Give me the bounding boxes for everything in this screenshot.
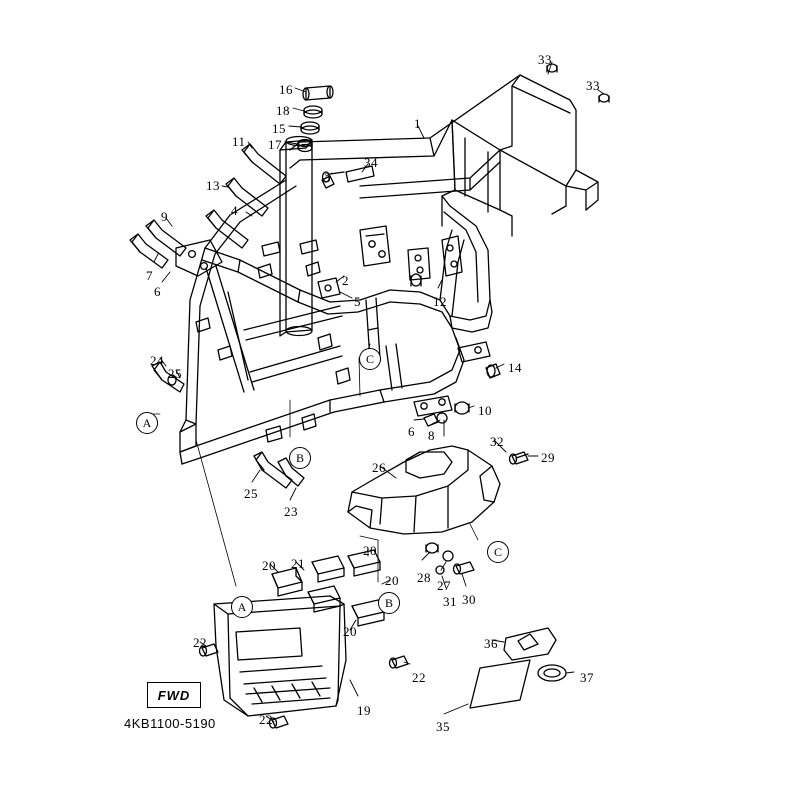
callout-9: 9 [161,209,168,224]
callout-26: 26 [372,460,386,475]
callout-7: 7 [146,268,153,283]
reference-circle-b-1: B [289,447,311,469]
callout-14: 14 [508,360,522,375]
diagram-part-number: 4KB1100-5190 [124,716,216,731]
callout-23: 23 [284,504,298,519]
callout-21: 21 [291,556,305,571]
callout-25-b: 25 [244,486,258,501]
reference-circle-a-1: A [136,412,158,434]
callout-22-c: 22 [259,712,273,727]
callout-11: 11 [232,134,246,149]
callout-22-a: 22 [193,635,207,650]
callout-30: 30 [462,592,476,607]
callout-20-d: 20 [343,624,357,639]
callout-33-b: 33 [586,78,600,93]
callout-18: 18 [276,103,290,118]
reference-circle-c-2: C [487,541,509,563]
callout-1: 1 [414,116,421,131]
fwd-label: FWD [157,687,191,703]
callout-32: 32 [490,434,504,449]
callout-22-b: 22 [412,670,426,685]
callout-34: 34 [364,155,378,170]
callout-5: 5 [354,294,361,309]
callout-37: 37 [580,670,594,685]
callout-12: 12 [433,294,447,309]
callout-10: 10 [478,403,492,418]
callout-29: 29 [541,450,555,465]
callout-33-a: 33 [538,52,552,67]
callout-6-b: 6 [408,424,415,439]
callout-28: 28 [417,570,431,585]
callout-4: 4 [231,203,238,218]
fwd-direction-badge [147,682,201,708]
callout-35: 35 [436,719,450,734]
reference-circle-b-2: B [378,592,400,614]
callout-16: 16 [279,82,293,97]
callout-15: 15 [272,121,286,136]
callout-17: 17 [268,137,282,152]
callout-24: 24 [150,353,164,368]
callout-8: 8 [428,428,435,443]
callout-27: 27 [437,578,451,593]
callout-20-b: 20 [363,543,377,558]
callout-36: 36 [484,636,498,651]
callout-13: 13 [206,178,220,193]
callout-2: 2 [342,273,349,288]
callout-20-c: 20 [385,573,399,588]
callout-3: 3 [324,170,331,185]
callout-25-a: 25 [168,366,182,381]
callout-19: 19 [357,703,371,718]
callout-20-a: 20 [262,558,276,573]
reference-circle-c-1: C [359,348,381,370]
callout-31: 31 [443,594,457,609]
reference-circle-a-2: A [231,596,253,618]
callout-6-a: 6 [154,284,161,299]
